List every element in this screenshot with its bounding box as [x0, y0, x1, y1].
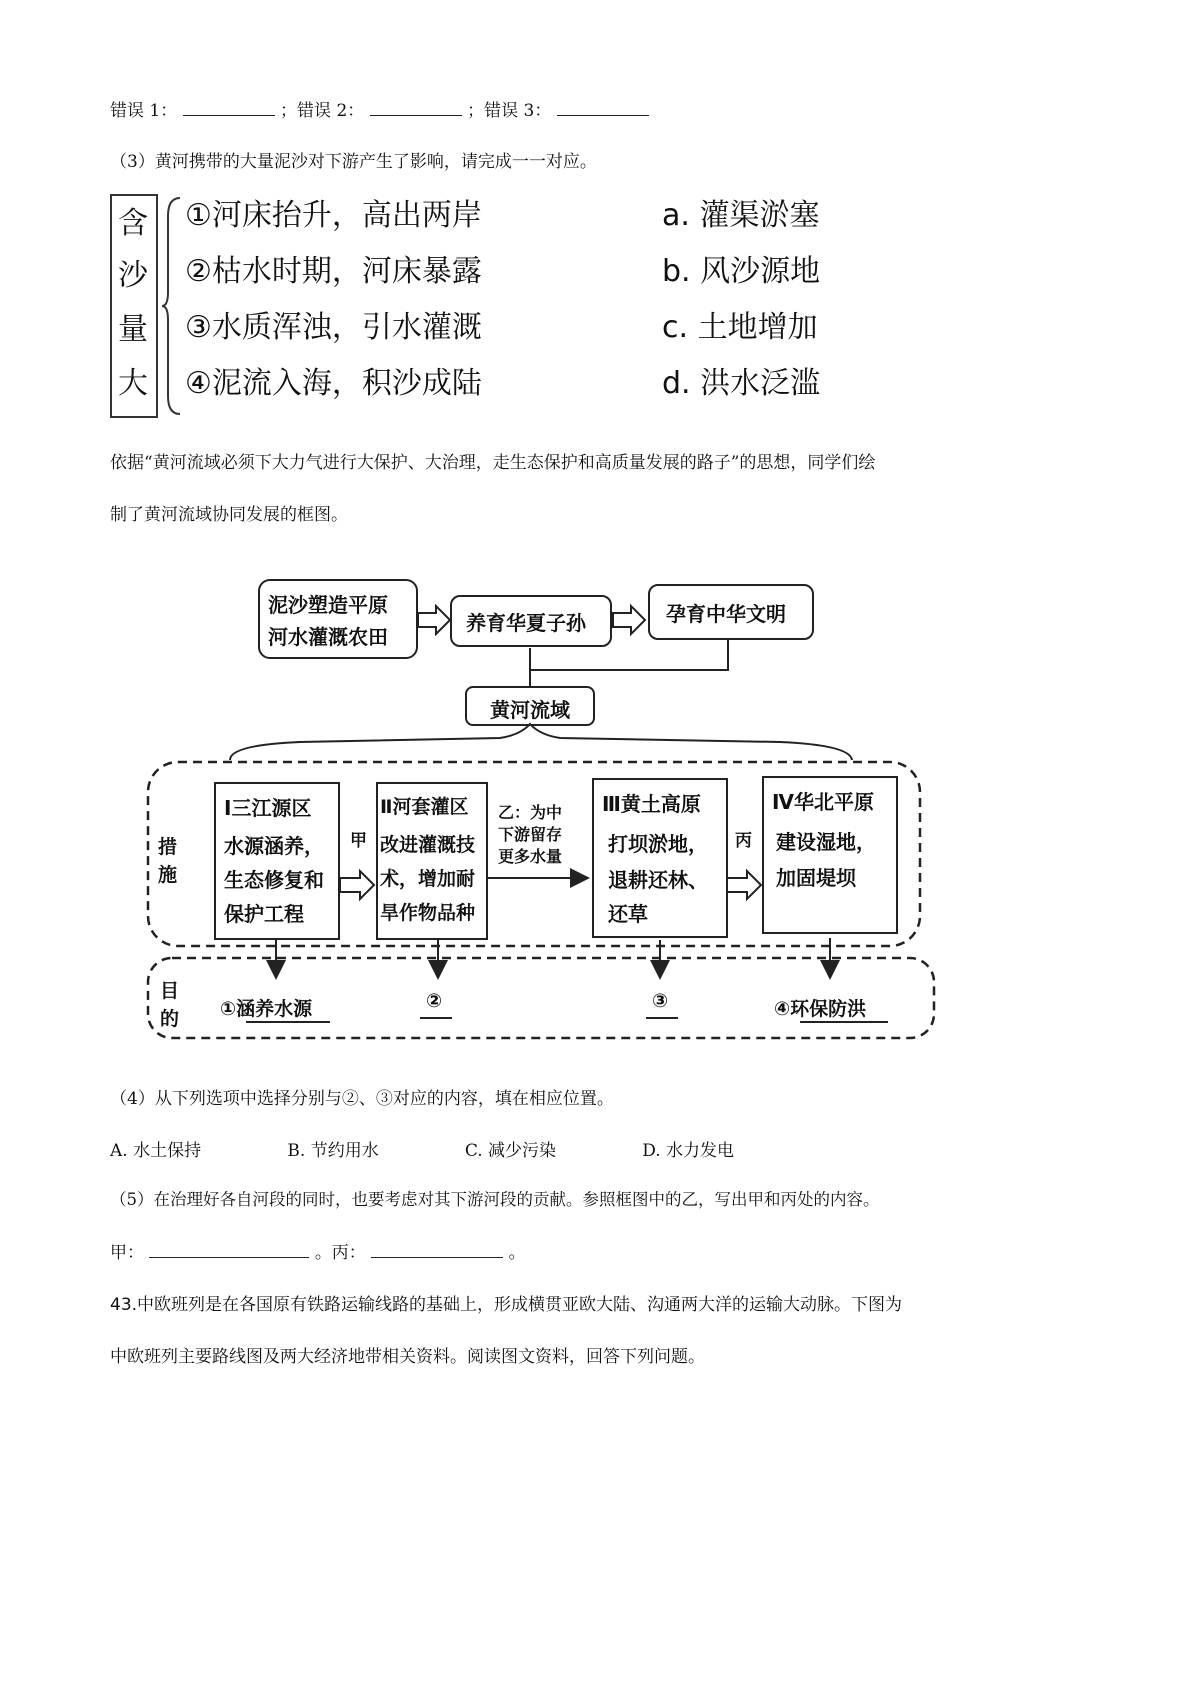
answer-bing-blank[interactable]: [371, 1241, 503, 1258]
goal-2: ②: [426, 990, 443, 1012]
curly-brace: [160, 196, 182, 416]
goal-1: ①涵养水源: [220, 998, 313, 1020]
goal-3: ③: [652, 990, 669, 1012]
answer-jia-label: 甲：: [110, 1243, 144, 1263]
sediment-label-char-2: 沙: [118, 258, 148, 293]
box-loess-line-2: 退耕还林、: [608, 868, 708, 892]
box-hetao-line-2: 术，增加耐: [380, 868, 476, 890]
label-yi-line-2: 下游留存: [498, 825, 563, 844]
answer-jia-blank[interactable]: [149, 1241, 309, 1258]
measures-label-1: 措: [158, 836, 178, 858]
box-loess: [592, 778, 728, 938]
answer-bing-label: 。丙：: [314, 1243, 366, 1263]
result-b: b. 风沙源地: [662, 254, 821, 289]
box-hetao-line-3: 旱作物品种: [380, 902, 476, 924]
label-yi-line-1: 乙：为中: [498, 803, 563, 822]
error-2-blank[interactable]: [370, 99, 462, 116]
options-row: [110, 1136, 814, 1161]
goal-4: ④环保防洪: [774, 998, 867, 1020]
box-sediment-plain-line-2: 河水灌溉农田: [268, 625, 388, 649]
box-sediment-plain-line-1: 泥沙塑造平原: [268, 593, 388, 617]
box-sanjiangyuan-line-2: 生态修复和: [224, 868, 324, 892]
measures-label-2: 施: [158, 864, 178, 886]
box-north-china-plain-title: Ⅳ华北平原: [772, 790, 874, 814]
error-2-label: ；错误 2：: [280, 101, 365, 121]
box-north-china-plain-line-2: 加固堤坝: [776, 866, 856, 890]
box-hetao: [376, 782, 488, 940]
sediment-label-char-1: 含: [118, 206, 148, 241]
sediment-matching-figure: [110, 190, 880, 430]
question-43-line-2: 中欧班列主要路线图及两大经济地带相关资料。阅读图文资料，回答下列问题。: [110, 1347, 705, 1367]
box-nurture-people: [450, 595, 612, 647]
error-1-label: 错误 1：: [110, 101, 178, 121]
box-civilization: [648, 584, 814, 640]
box-loess-line-1: 打坝淤地，: [608, 832, 708, 856]
box-loess-title: Ⅲ黄土高原: [602, 792, 701, 816]
error-3-blank[interactable]: [557, 99, 649, 116]
box-hetao-title: Ⅱ河套灌区: [380, 796, 469, 818]
box-north-china-plain-line-1: 建设湿地，: [776, 830, 876, 854]
question-4: （4）从下列选项中选择分别与②、③对应的内容，填在相应位置。: [110, 1089, 614, 1109]
box-nurture-people-text: 养育华夏子孙: [466, 611, 586, 635]
question-43-line-1: 43.中欧班列是在各国原有铁路运输线路的基础上，形成横贯亚欧大陆、沟通两大洋的运输大动脉。下图为: [110, 1295, 903, 1315]
box-loess-line-3: 还草: [608, 902, 648, 926]
effect-1: ①河床抬升，高出两岸: [185, 198, 482, 233]
sediment-label-char-4: 大: [118, 366, 148, 401]
goals-label-1: 目: [160, 980, 180, 1002]
question-5-answers: [110, 1238, 526, 1263]
result-c: c. 土地增加: [662, 310, 818, 345]
intro-line-1: 依据“黄河流域必须下大力气进行大保护、大治理，走生态保护和高质量发展的路子”的思想，同学们绘: [110, 453, 876, 473]
box-civilization-text: 孕育中华文明: [666, 602, 786, 626]
intro-line-2: 制了黄河流域协同发展的框图。: [110, 505, 348, 525]
box-basin: [465, 686, 595, 726]
label-bing: 丙: [735, 831, 752, 851]
option-d: D. 水力发电: [642, 1141, 735, 1161]
effect-4: ④泥流入海，积沙成陆: [185, 366, 482, 401]
error-3-label: ；错误 3：: [467, 101, 552, 121]
option-c: C. 减少污染: [464, 1141, 557, 1161]
error-1-blank[interactable]: [183, 99, 275, 116]
label-jia: 甲: [350, 831, 367, 851]
question-3: （3）黄河携带的大量泥沙对下游产生了影响，请完成一一对应。: [110, 152, 597, 172]
effect-3: ③水质浑浊，引水灌溉: [185, 310, 482, 345]
box-basin-text: 黄河流域: [490, 698, 570, 722]
option-b: B. 节约用水: [287, 1141, 379, 1161]
box-sanjiangyuan: [214, 782, 340, 940]
question-5: （5）在治理好各自河段的同时，也要考虑对其下游河段的贡献。参照框图中的乙，写出甲和丙处的内容。: [110, 1190, 880, 1209]
result-d: d. 洪水泛滥: [662, 366, 821, 401]
label-yi-line-3: 更多水量: [498, 847, 563, 866]
box-sanjiangyuan-line-3: 保护工程: [224, 902, 304, 926]
error-line: [110, 96, 649, 121]
sediment-label-char-3: 量: [118, 312, 148, 347]
box-sanjiangyuan-title: Ⅰ三江源区: [224, 796, 312, 820]
option-a: A. 水土保持: [110, 1141, 202, 1161]
answer-end: 。: [508, 1243, 526, 1263]
goals-label-2: 的: [160, 1008, 180, 1030]
box-sanjiangyuan-line-1: 水源涵养，: [224, 834, 324, 858]
box-north-china-plain: [762, 776, 898, 934]
box-sediment-plain: [258, 579, 418, 659]
result-a: a. 灌渠淤塞: [662, 198, 820, 233]
box-hetao-line-1: 改进灌溉技: [380, 834, 476, 856]
effect-2: ②枯水时期，河床暴露: [185, 254, 482, 289]
